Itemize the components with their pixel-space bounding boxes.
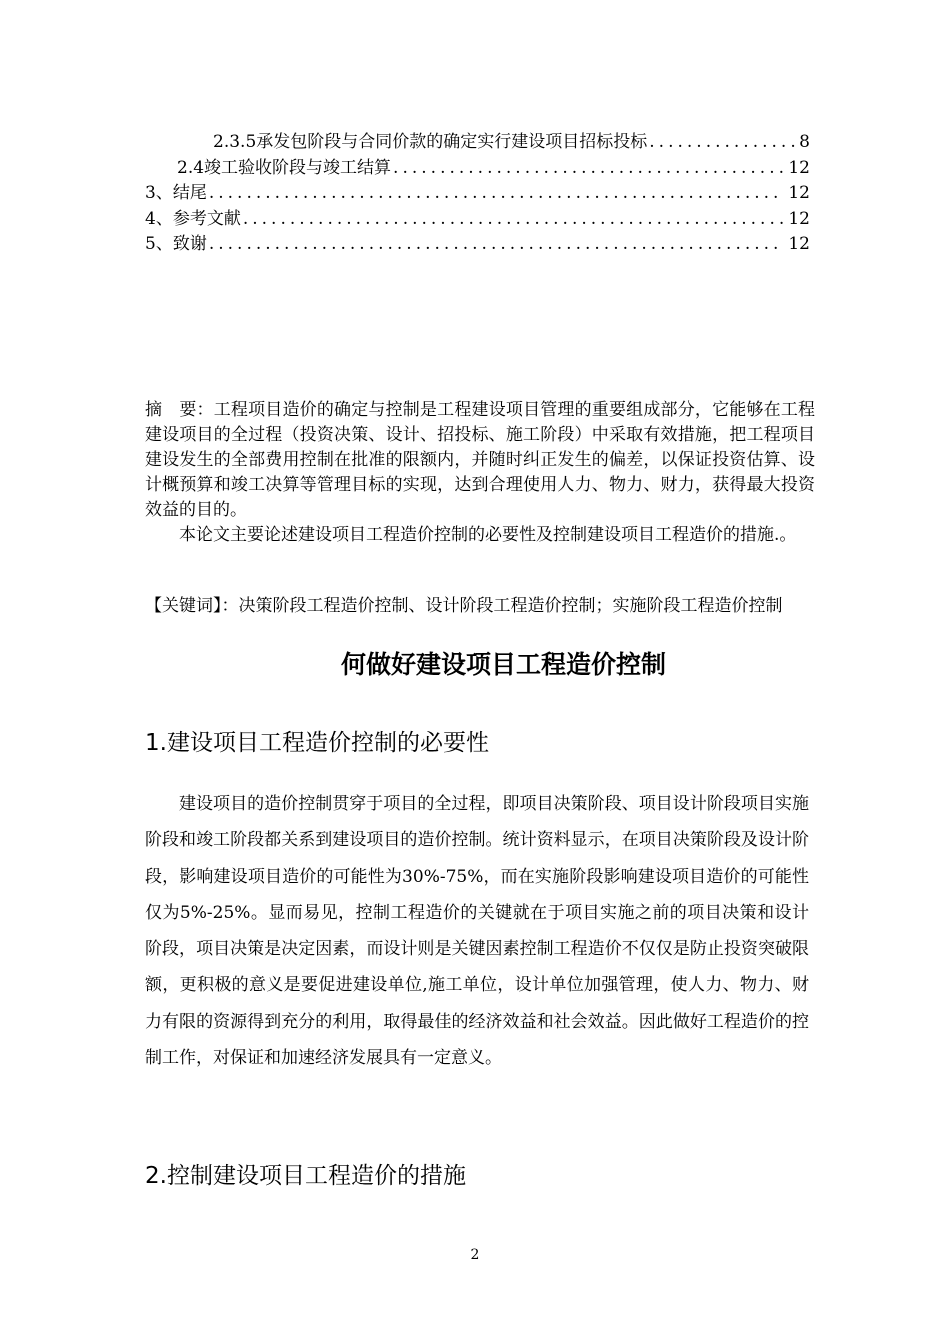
toc-entry[interactable] [145, 204, 810, 230]
abstract-text: 工程项目造价的确定与控制是工程建设项目管理的重要组成部分，它能够在工程建设项目的全过程（投资决策、设计、招投标、施工阶段）中采取有效措施，把工程项目建设发生的全部费用控制在批准的限额内，并随时纠正发生的偏差，以保证投资估算、设计概预算和竣工决算等管理目标的实现，达到合理使用人力、物力、财力，获得最大投资效益的目的。 [145, 400, 816, 520]
keywords [145, 594, 815, 619]
toc-entry-title: 5、致谢 [145, 234, 207, 254]
abstract [145, 398, 815, 548]
toc-leader-dots [393, 158, 784, 178]
toc-entry-page: 8 [799, 132, 810, 152]
page-number: 2 [470, 1247, 480, 1263]
toc-entry-title: 4、参考文献 [145, 208, 241, 229]
section-2-heading: 2.控制建设项目工程造价的措施 [145, 1163, 466, 1189]
section-1-body: 建设项目的造价控制贯穿于项目的全过程，即项目决策阶段、项目设计阶段项目实施阶段和竣工阶段都关系到建设项目的造价控制。统计资料显示，在项目决策阶段及设计阶段，影响建设项目造价的可能性为30%-75%，而在实施阶段影响建设项目造价的可能性仅为5%-25%。显而易见，控制工程造价的关键就在于项目实施之前的项目决策和设计阶段，项目决策是决定因素，而设计则是关键因素控制工程造价不仅仅是防止投资突破限额，更积极的意义是要促进建设单位,施工单位，设计单位加强管理，使人力、物力、财力有限的资源得到充分的利用，取得最佳的经济效益和社会效益。因此做好工程造价的控制工作，对保证和加速经济发展具有一定意义。 [145, 794, 809, 1069]
toc-entry-title: 2.4竣工验收阶段与竣工结算 [177, 157, 392, 178]
toc-leader-dots [649, 132, 795, 152]
toc-leader-dots [209, 183, 785, 203]
keywords-text: ：决策阶段工程造价控制、设计阶段工程造价控制；实施阶段工程造价控制 [221, 596, 783, 616]
section-1-heading: 1.建设项目工程造价控制的必要性 [145, 730, 489, 756]
toc-entry[interactable] [145, 153, 810, 179]
abstract-paragraph-2: 本论文主要论述建设项目工程造价控制的必要性及控制建设项目工程造价的措施.。 [179, 525, 797, 545]
main-title: 何做好建设项目工程造价控制 [340, 650, 666, 679]
toc-entry[interactable] [145, 229, 810, 255]
toc-entry-page: 12 [788, 234, 810, 254]
toc-leader-dots [209, 234, 785, 254]
abstract-paragraph [145, 398, 815, 523]
toc-leader-dots [243, 209, 785, 229]
toc-entry[interactable] [145, 178, 810, 204]
toc-entry-page: 12 [788, 157, 810, 178]
keywords-label: 【关键词】 [145, 596, 222, 616]
abstract-label: 摘 要： [145, 400, 214, 420]
toc-entry-page: 12 [788, 183, 810, 203]
toc-entry-title: 3、结尾 [145, 183, 207, 203]
toc-entry-page: 12 [788, 208, 810, 229]
toc-entry[interactable] [145, 127, 810, 153]
table-of-contents [145, 127, 810, 255]
toc-entry-title: 2.3.5承发包阶段与合同价款的确定实行建设项目招标投标 [213, 132, 648, 152]
